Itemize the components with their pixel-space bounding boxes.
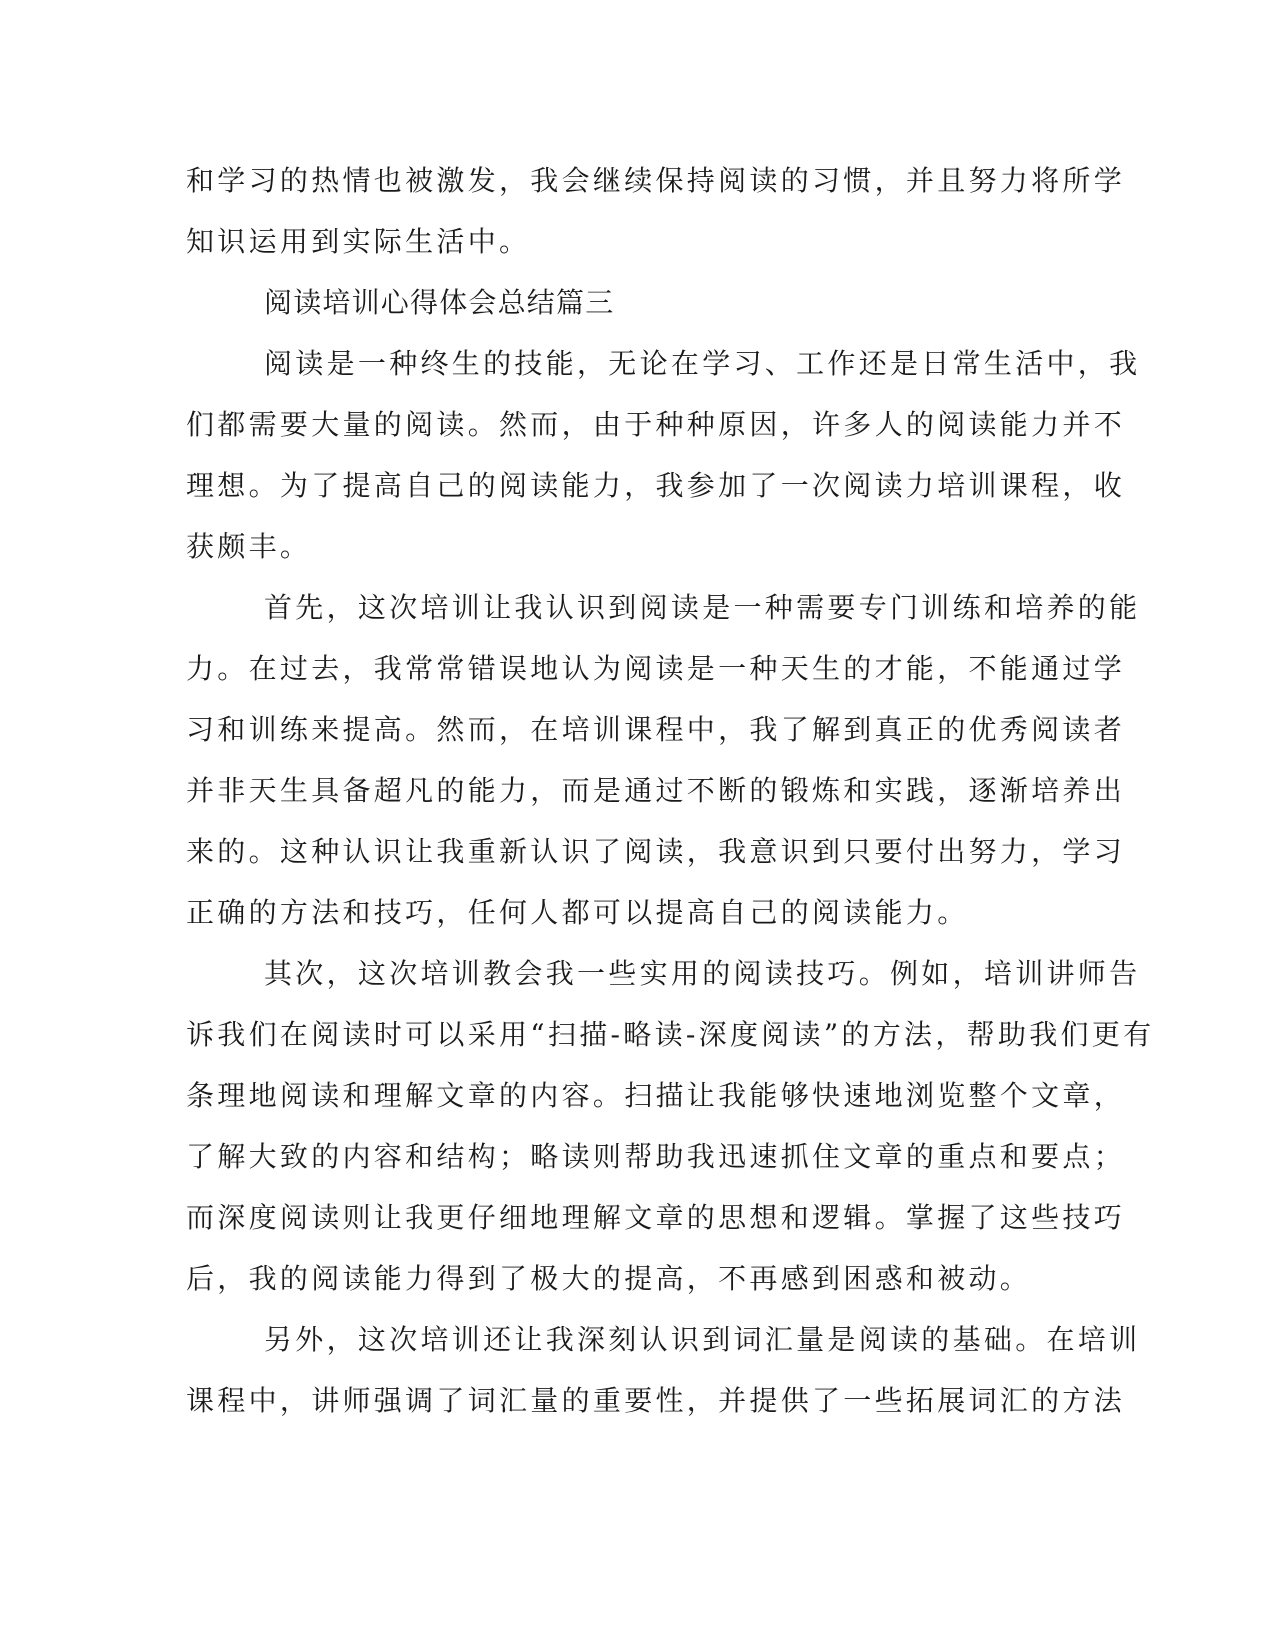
section-title: 阅读培训心得体会总结篇三 bbox=[264, 286, 615, 319]
text-line: 首先，这次培训让我认识到阅读是一种需要专门训练和培养的能 bbox=[264, 591, 1141, 624]
text-line: 条理地阅读和理解文章的内容。扫描让我能够快速地浏览整个文章， bbox=[186, 1079, 1126, 1112]
text-line: 获颇丰。 bbox=[186, 530, 312, 563]
text-line: 并非天生具备超凡的能力，而是通过不断的锻炼和实践，逐渐培养出 bbox=[186, 774, 1126, 807]
text-line: 课程中，讲师强调了词汇量的重要性，并提供了一些拓展词汇的方法 bbox=[186, 1384, 1126, 1417]
text-line: 诉我们在阅读时可以采用“扫描-略读-深度阅读”的方法，帮助我们更有 bbox=[186, 1018, 1155, 1051]
text-line: 而深度阅读则让我更仔细地理解文章的思想和逻辑。掌握了这些技巧 bbox=[186, 1201, 1126, 1234]
text-line: 正确的方法和技巧，任何人都可以提高自己的阅读能力。 bbox=[186, 896, 969, 929]
paragraph-1 bbox=[186, 333, 1141, 577]
paragraph-4 bbox=[186, 1309, 1141, 1431]
text-line: 其次，这次培训教会我一些实用的阅读技巧。例如，培训讲师告 bbox=[264, 957, 1141, 990]
text-line: 知识运用到实际生活中。 bbox=[186, 225, 531, 258]
text-line: 和学习的热情也被激发，我会继续保持阅读的习惯，并且努力将所学 bbox=[186, 164, 1126, 197]
paragraph-2 bbox=[186, 577, 1141, 943]
text-line: 们都需要大量的阅读。然而，由于种种原因，许多人的阅读能力并不 bbox=[186, 408, 1126, 441]
text-line: 后，我的阅读能力得到了极大的提高，不再感到困惑和被动。 bbox=[186, 1262, 1032, 1295]
text-line: 习和训练来提高。然而，在培训课程中，我了解到真正的优秀阅读者 bbox=[186, 713, 1126, 746]
text-line: 理想。为了提高自己的阅读能力，我参加了一次阅读力培训课程，收 bbox=[186, 469, 1126, 502]
text-line: 另外，这次培训还让我深刻认识到词汇量是阅读的基础。在培训 bbox=[264, 1323, 1141, 1356]
continued-paragraph bbox=[186, 150, 1126, 272]
text-line: 力。在过去，我常常错误地认为阅读是一种天生的才能，不能通过学 bbox=[186, 652, 1126, 685]
paragraph-3 bbox=[186, 943, 1155, 1309]
text-line: 了解大致的内容和结构；略读则帮助我迅速抓住文章的重点和要点； bbox=[186, 1140, 1126, 1173]
text-line: 阅读是一种终生的技能，无论在学习、工作还是日常生活中，我 bbox=[264, 347, 1141, 380]
text-line: 来的。这种认识让我重新认识了阅读，我意识到只要付出努力，学习 bbox=[186, 835, 1126, 868]
document-page bbox=[186, 150, 1155, 1431]
